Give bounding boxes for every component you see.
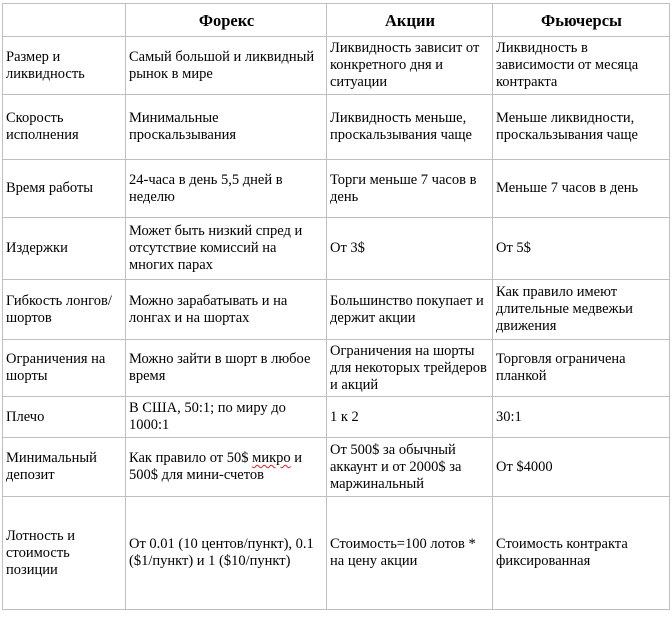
header-corner-cell [3,4,126,37]
forex-cell: Минимальные проскальзывания [126,95,327,160]
table-row [3,497,670,610]
row-label: Размер и ликвидность [3,37,126,95]
forex-text-part: и 500$ для мини-счетов [129,450,303,483]
stocks-cell: Ограничения на шорты для некоторых трейдеров и акций [327,340,493,397]
forex-cell: Можно зарабатывать и на лонгах и на шортах [126,280,327,340]
stocks-cell: Стоимость=100 лотов * на цену акции [327,497,493,610]
stocks-cell: Ликвидность меньше, проскальзывания чаще [327,95,493,160]
forex-cell: Можно зайти в шорт в любое время [126,340,327,397]
table-row [3,397,670,438]
futures-cell: Как правило имеют длительные медвежьи движения [493,280,670,340]
header-stocks: Акции [327,4,493,37]
table-row [3,95,670,160]
forex-cell: От 0.01 (10 центов/пункт), 0.1 ($1/пункт) и 1 ($10/пункт) [126,497,327,610]
stocks-cell: 1 к 2 [327,397,493,438]
row-label: Минимальный депозит [3,438,126,497]
row-label: Время работы [3,160,126,218]
stocks-cell: Торги меньше 7 часов в день [327,160,493,218]
table-row [3,340,670,397]
stocks-cell: От 3$ [327,218,493,280]
stocks-cell: Ликвидность зависит от конкретного дня и ситуации [327,37,493,95]
row-label: Плечо [3,397,126,438]
header-futures: Фьючерсы [493,4,670,37]
stocks-cell: Большинство покупает и держит акции [327,280,493,340]
forex-cell: 24-часа в день 5,5 дней в неделю [126,160,327,218]
row-label: Гибкость лонгов/шортов [3,280,126,340]
comparison-table [2,3,670,610]
forex-cell: Может быть низкий спред и отсутствие комиссий на многих парах [126,218,327,280]
table-row [3,438,670,497]
futures-cell: От $4000 [493,438,670,497]
forex-cell [126,438,327,497]
header-forex: Форекс [126,4,327,37]
futures-cell: От 5$ [493,218,670,280]
table-row [3,37,670,95]
spellcheck-flagged-word: микро [252,450,291,466]
row-label: Ограничения на шорты [3,340,126,397]
row-label: Скорость исполнения [3,95,126,160]
futures-cell: 30:1 [493,397,670,438]
stocks-cell: От 500$ за обычный аккаунт и от 2000$ за маржинальный [327,438,493,497]
futures-cell: Ликвидность в зависимости от месяца контракта [493,37,670,95]
forex-cell: Самый большой и ликвидный рынок в мире [126,37,327,95]
table-row [3,160,670,218]
forex-cell: В США, 50:1; по миру до 1000:1 [126,397,327,438]
table-row [3,218,670,280]
futures-cell: Меньше 7 часов в день [493,160,670,218]
header-row [3,4,670,37]
row-label: Издержки [3,218,126,280]
futures-cell: Меньше ликвидности, проскальзывания чаще [493,95,670,160]
row-label: Лотность и стоимость позиции [3,497,126,610]
table-row [3,280,670,340]
futures-cell: Торговля ограничена планкой [493,340,670,397]
futures-cell: Стоимость контракта фиксированная [493,497,670,610]
forex-text-part: Как правило от 50$ [129,450,253,466]
